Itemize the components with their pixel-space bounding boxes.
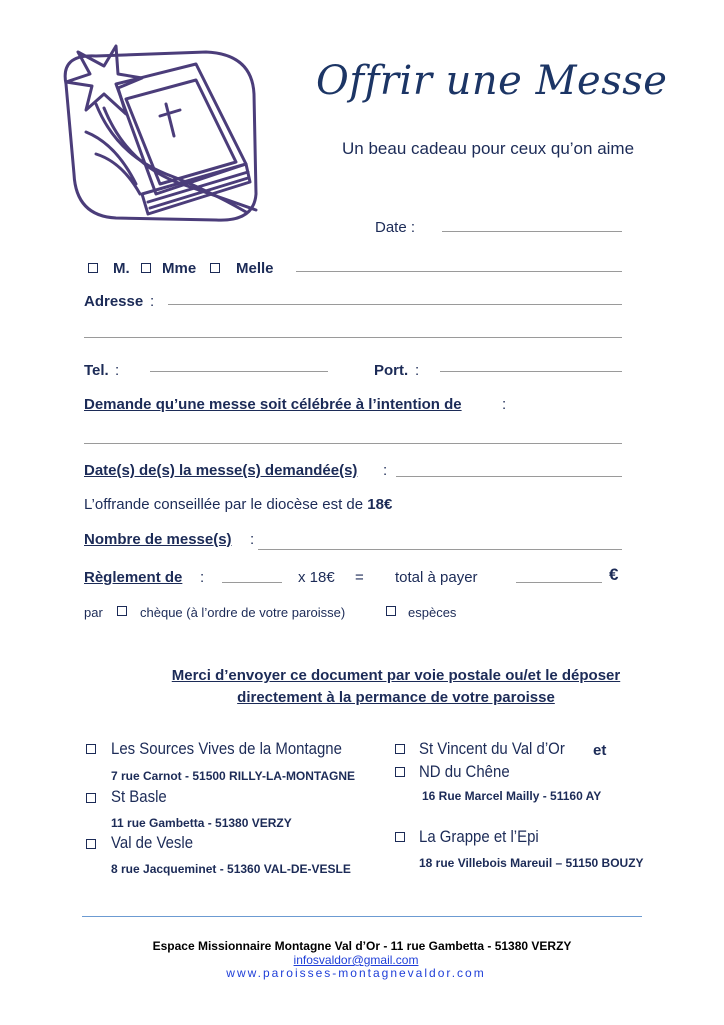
payment-par: par xyxy=(84,605,103,620)
intention-label: Demande qu’une messe soit célébrée à l’intention de xyxy=(84,396,462,413)
parish-address-sources-vives: 7 rue Carnot - 51500 RILLY-LA-MONTAGNE xyxy=(111,769,356,783)
notice-line-1: Merci d’envoyer ce document par voie postale ou/et le déposer xyxy=(171,667,621,684)
parish-extra-et: et xyxy=(593,742,607,759)
parish-checkbox-st-basle[interactable] xyxy=(86,793,96,803)
parish-checkbox-nd-chene[interactable] xyxy=(395,767,405,777)
tel-label: Tel. xyxy=(84,362,109,379)
mr-checkbox[interactable] xyxy=(88,263,98,273)
reglement-label: Règlement de xyxy=(84,569,183,586)
melle-checkbox[interactable] xyxy=(210,263,220,273)
nombre-colon: : xyxy=(250,531,255,548)
parish-name-val-de-vesle: Val de Vesle xyxy=(111,833,194,852)
tel-colon: : xyxy=(115,362,120,379)
dates-label: Date(s) de(s) la messe(s) demandée(s) xyxy=(84,462,358,479)
port-line[interactable] xyxy=(440,371,622,372)
mme-label: Mme xyxy=(162,260,197,277)
parish-address-nd-chene: 16 Rue Marcel Mailly - 51160 AY xyxy=(422,789,602,803)
notice xyxy=(0,665,724,709)
bible-cross-logo-icon xyxy=(56,44,266,226)
total-line[interactable] xyxy=(516,582,602,583)
parish-name-st-basle: St Basle xyxy=(111,787,167,806)
parish-name-nd-chene: ND du Chêne xyxy=(419,762,510,781)
offrande-amount: 18€ xyxy=(367,496,393,513)
intention-line[interactable] xyxy=(84,443,622,444)
euro-sign: € xyxy=(609,565,619,584)
footer-email-link[interactable]: infosvaldor@gmail.com xyxy=(293,953,419,967)
adresse-line-2[interactable] xyxy=(84,337,622,338)
tel-line[interactable] xyxy=(150,371,328,372)
parish-checkbox-val-de-vesle[interactable] xyxy=(86,839,96,849)
cheque-label: chèque (à l’ordre de votre paroisse) xyxy=(140,605,346,620)
melle-label: Melle xyxy=(236,260,274,277)
dates-colon: : xyxy=(383,462,388,479)
parish-name-la-grappe: La Grappe et l’Epi xyxy=(419,827,539,846)
cheque-checkbox[interactable] xyxy=(117,606,127,616)
parish-address-la-grappe: 18 rue Villebois Mareuil – 51150 BOUZY xyxy=(419,856,644,870)
footer-divider xyxy=(82,916,642,917)
page-subtitle: Un beau cadeau pour ceux qu’on aime xyxy=(342,139,635,158)
parish-name-st-vincent: St Vincent du Val d’Or xyxy=(419,739,565,758)
offrande-text xyxy=(84,496,392,513)
adresse-line-1[interactable] xyxy=(168,304,622,305)
especes-checkbox[interactable] xyxy=(386,606,396,616)
date-label: Date : xyxy=(375,219,416,236)
nombre-line[interactable] xyxy=(258,549,622,550)
adresse-colon: : xyxy=(150,293,155,310)
mr-label: M. xyxy=(113,260,130,277)
dates-line[interactable] xyxy=(396,476,622,477)
mme-checkbox[interactable] xyxy=(141,263,151,273)
parish-checkbox-la-grappe[interactable] xyxy=(395,832,405,842)
multiplier-text: x 18€ xyxy=(298,569,335,586)
footer-org: Espace Missionnaire Montagne Val d’Or - 11 rue Gambetta - 51380 VERZY xyxy=(152,939,572,953)
parish-checkbox-st-vincent[interactable] xyxy=(395,744,405,754)
equals-sign: = xyxy=(355,569,364,586)
reglement-colon: : xyxy=(200,569,205,586)
total-label: total à payer xyxy=(395,569,478,586)
intention-colon: : xyxy=(502,396,507,413)
name-line[interactable] xyxy=(296,271,622,272)
parish-checkbox-sources-vives[interactable] xyxy=(86,744,96,754)
port-colon: : xyxy=(415,362,420,379)
especes-label: espèces xyxy=(408,605,457,620)
parish-address-val-de-vesle: 8 rue Jacqueminet - 51360 VAL-DE-VESLE xyxy=(111,862,351,876)
page-title: Offrir une Messe xyxy=(316,58,668,104)
date-line[interactable] xyxy=(442,231,622,232)
offrande-label: L’offrande conseillée par le diocèse est de xyxy=(84,496,364,513)
footer-website-link[interactable]: www.paroisses-montagnevaldor.com xyxy=(226,966,486,980)
adresse-label: Adresse xyxy=(84,293,144,310)
port-label: Port. xyxy=(374,362,409,379)
notice-line-2: directement à la permance de votre paroisse xyxy=(237,689,555,706)
nombre-label: Nombre de messe(s) xyxy=(84,531,232,548)
parish-address-st-basle: 11 rue Gambetta - 51380 VERZY xyxy=(111,816,292,830)
parish-name-sources-vives: Les Sources Vives de la Montagne xyxy=(111,739,342,758)
reglement-qty-line[interactable] xyxy=(222,582,282,583)
